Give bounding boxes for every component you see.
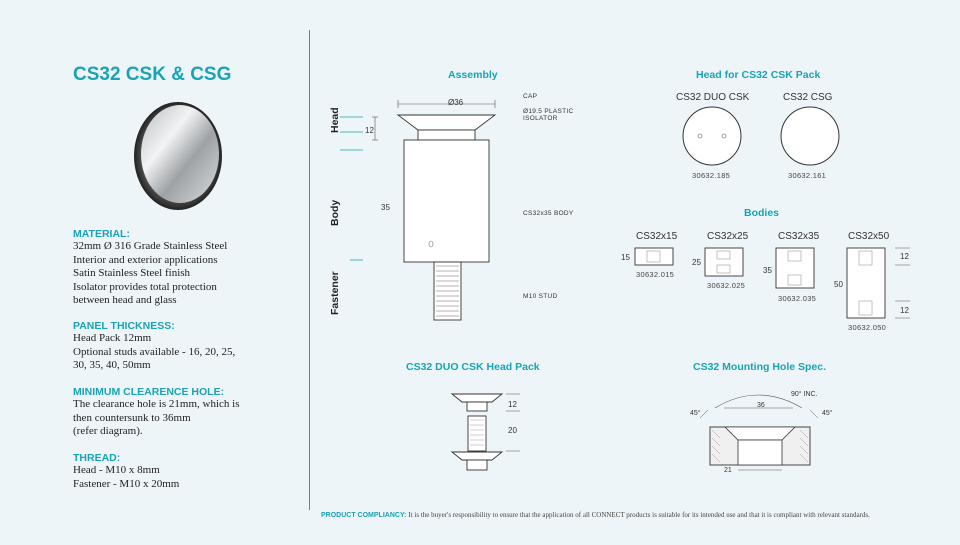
- head-code-csg: 30632.161: [788, 171, 827, 180]
- callout-body: CS32x35 BODY: [523, 210, 574, 217]
- body-dim-top: 12: [900, 252, 909, 261]
- body-dim: 15: [621, 253, 630, 262]
- section-line: Optional studs available - 16, 20, 25,: [73, 345, 236, 358]
- head-circles: [680, 104, 840, 170]
- section-line: The clearance hole is 21mm, which is: [73, 398, 240, 410]
- body-code: 30632.025: [707, 281, 746, 290]
- body-name: CS32x15: [636, 231, 678, 242]
- section-line: Head Pack 12mm: [73, 332, 152, 344]
- bodies-title: Bodies: [744, 207, 780, 219]
- mount-top-dim: 36: [757, 402, 765, 409]
- assembly-drawing: [335, 90, 505, 330]
- mount-right-angle: 45°: [822, 410, 833, 417]
- body-dim: 50: [834, 280, 843, 289]
- head-name-csg: CS32 CSG: [783, 92, 833, 103]
- section-heading: MINIMUM CLEARENCE HOLE:: [73, 386, 225, 398]
- body-name: CS32x50: [848, 231, 890, 242]
- section-heading: PANEL THICKNESS:: [73, 320, 175, 332]
- footer-compliancy: [321, 511, 870, 519]
- body-code: 30632.035: [778, 294, 817, 303]
- body-dim-bottom: 12: [900, 306, 909, 315]
- body-name: CS32x35: [778, 231, 820, 242]
- body-dim: 35: [763, 266, 772, 275]
- section-line: Fastener - M10 x 20mm: [73, 477, 180, 490]
- section-thread: [73, 452, 179, 491]
- head-name-duo-csk: CS32 DUO CSK: [676, 92, 750, 103]
- bodies-drawing: [630, 244, 920, 324]
- dim-body-height: 35: [381, 203, 390, 212]
- callout-isolator-2: ISOLATOR: [523, 115, 558, 122]
- duo-dim-mid: 20: [508, 426, 517, 435]
- section-line: Isolator provides total protection: [73, 280, 217, 293]
- column-divider: [309, 30, 310, 510]
- mount-left-angle: 45°: [690, 410, 701, 417]
- side-label-head: Head: [329, 107, 341, 133]
- section-line: 32mm Ø 316 Grade Stainless Steel: [73, 240, 228, 252]
- section-line: then countersunk to 36mm: [73, 411, 191, 424]
- product-photo: [130, 96, 230, 216]
- section-line: Head - M10 x 8mm: [73, 464, 160, 476]
- section-line: Satin Stainless Steel finish: [73, 267, 191, 279]
- callout-isolator: Ø19.5 PLASTIC: [523, 108, 574, 115]
- side-label-fastener: Fastener: [329, 271, 341, 315]
- section-line: (refer diagram).: [73, 425, 143, 437]
- dim-head-diameter: Ø36: [448, 98, 464, 107]
- body-code: 30632.050: [848, 323, 887, 332]
- body-dim: 25: [692, 258, 701, 267]
- section-heading: MATERIAL:: [73, 228, 130, 240]
- mount-bottom-dim: 21: [724, 467, 732, 474]
- section-line: Interior and exterior applications: [73, 253, 218, 266]
- footer-heading: PRODUCT COMPLIANCY:: [321, 512, 407, 519]
- section-panel-thickness: [73, 320, 235, 373]
- mount-angle: 90° INC.: [791, 391, 818, 398]
- duo-dim-top: 12: [508, 400, 517, 409]
- page-title: CS32 CSK & CSG: [73, 64, 232, 85]
- section-clearance-hole: [73, 386, 239, 439]
- duo-pack-title: CS32 DUO CSK Head Pack: [406, 361, 540, 373]
- assembly-title: Assembly: [448, 69, 498, 81]
- dim-head-height: 12: [365, 126, 374, 135]
- head-pack-title: Head for CS32 CSK Pack: [696, 69, 821, 81]
- callout-cap: CAP: [523, 93, 538, 100]
- mounting-title: CS32 Mounting Hole Spec.: [693, 361, 827, 373]
- callout-stud: M10 STUD: [523, 293, 558, 300]
- head-code-duo-csk: 30632.185: [692, 171, 731, 180]
- body-name: CS32x25: [707, 231, 749, 242]
- footer-text: It is the buyer's responsibility to ensure that the application of all CONNECT products is suitable for its intended use and that it is compliant with relevant standards.: [408, 511, 870, 519]
- section-material: [73, 228, 227, 308]
- section-heading: THREAD:: [73, 452, 121, 464]
- body-code: 30632.015: [636, 270, 675, 279]
- side-label-body: Body: [329, 199, 341, 226]
- section-line: 30, 35, 40, 50mm: [73, 359, 151, 371]
- section-line: between head and glass: [73, 294, 177, 306]
